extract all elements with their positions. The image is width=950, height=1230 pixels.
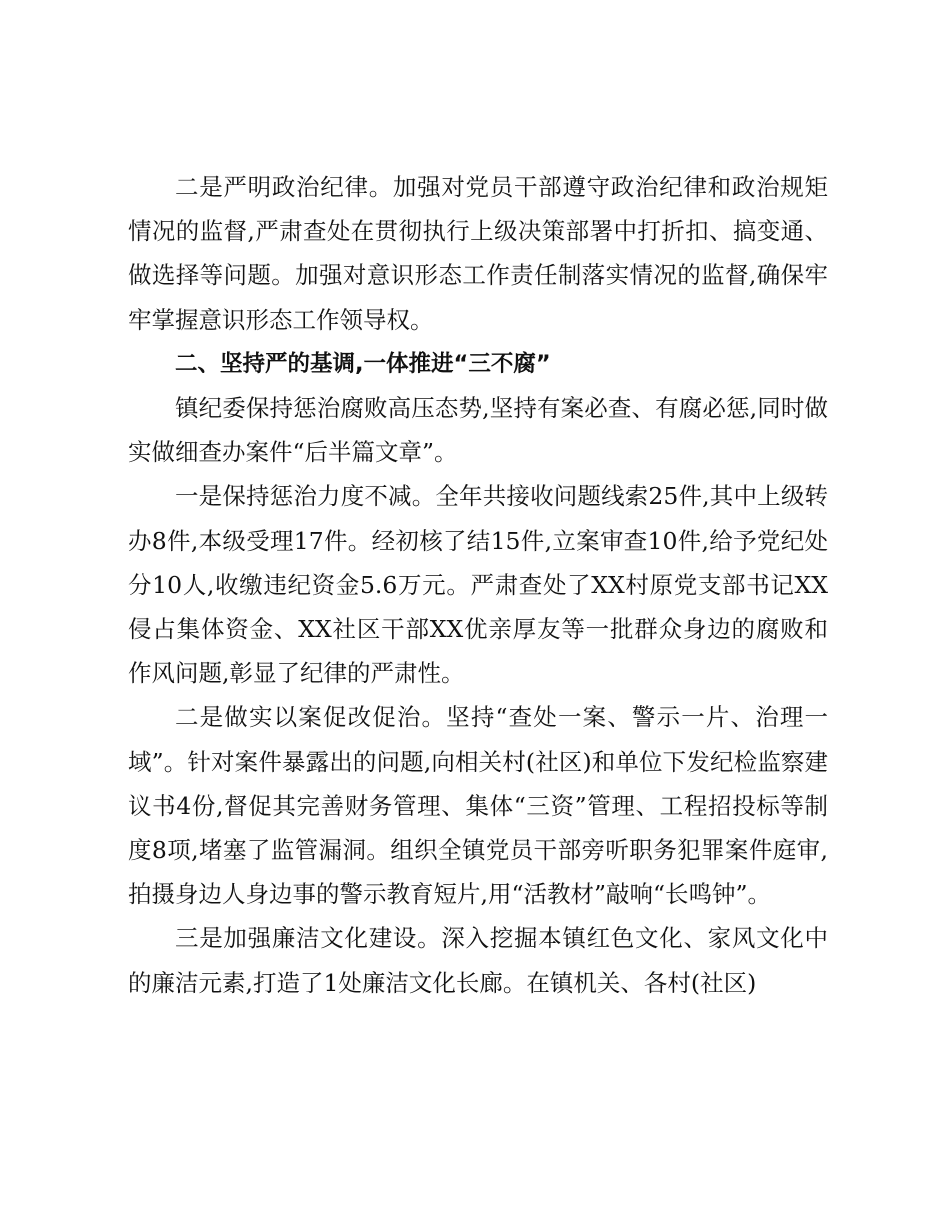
paragraph-punishment-strength: 一是保持惩治力度不减。全年共接收问题线索25件,其中上级转办8件,本级受理17件。经初核了结15件,立案审查10件,给予党纪处分10人,收缴违纪资金5.6万元。严肃查处了XX村原党支部书记XX侵占集体资金、XX社区干部XX优亲厚友等一批群众身边的腐败和作风问题,彰显了纪律的严肃性。 (128, 482, 828, 688)
paragraph-section-intro: 镇纪委保持惩治腐败高压态势,坚持有案必查、有腐必惩,同时做实做细查办案件“后半篇文章”。 (128, 394, 828, 467)
section-heading: 二、坚持严的基调,一体推进“三不腐” (175, 350, 551, 377)
document-body (128, 165, 828, 1005)
paragraph-political-discipline: 二是严明政治纪律。加强对党员干部遵守政治纪律和政治规矩情况的监督,严肃查处在贯彻执行上级决策部署中打折扣、搞变通、做选择等问题。加强对意识形态工作责任制落实情况的监督,确保牢牢掌握意识形态工作领导权。 (128, 173, 828, 334)
paragraph-integrity-culture: 三是加强廉洁文化建设。深入挖掘本镇红色文化、家风文化中的廉洁元素,打造了1处廉洁文化长廊。在镇机关、各村(社区) (128, 924, 828, 997)
paragraph-case-reform: 二是做实以案促改促治。坚持“查处一案、警示一片、治理一域”。针对案件暴露出的问题,向相关村(社区)和单位下发纪检监察建议书4份,督促其完善财务管理、集体“三资”管理、工程招投标等制度8项,堵塞了监管漏洞。组织全镇党员干部旁听职务犯罪案件庭审,拍摄身边人身边事的警示教育短片,用“活教材”敲响“长鸣钟”。 (128, 703, 828, 909)
